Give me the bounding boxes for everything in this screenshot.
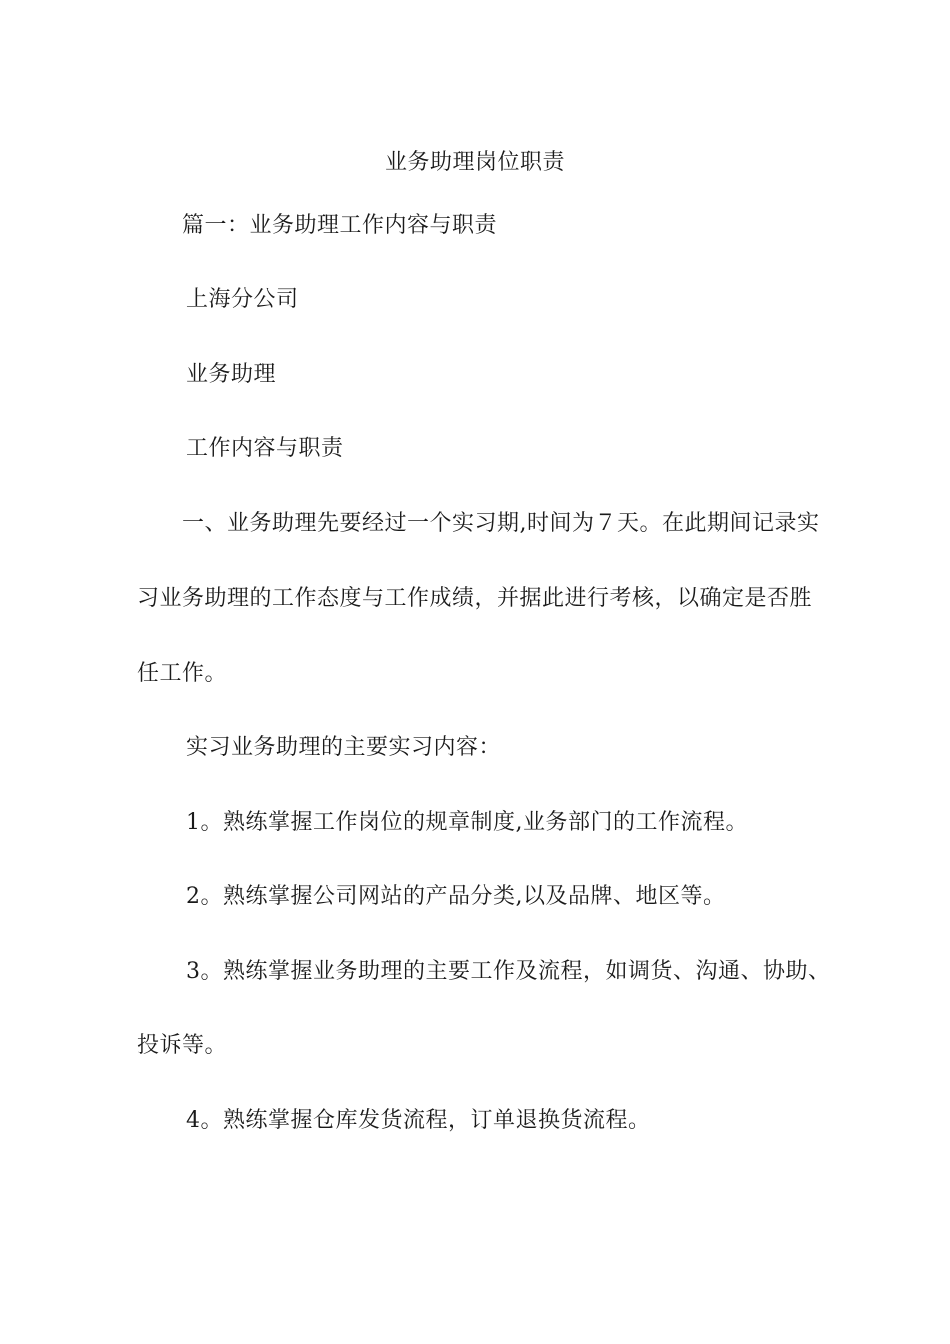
document-title: 业务助理岗位职责 [384, 150, 565, 175]
subheading-line: 工作内容与职责 [186, 436, 344, 461]
list-item-4: 4。熟练掌握仓库发货流程，订单退换货流程。 [186, 1108, 651, 1133]
list-item-2: 2。熟练掌握公司网站的产品分类,以及品牌、地区等。 [186, 884, 726, 909]
list-item-3-line-2: 投诉等。 [137, 1033, 228, 1058]
section-heading: 篇一：业务助理工作内容与职责 [182, 213, 498, 238]
list-intro: 实习业务助理的主要实习内容： [186, 735, 502, 760]
paragraph-1-line-3: 任工作。 [137, 661, 228, 686]
position-line: 业务助理 [186, 362, 277, 387]
list-item-1: 1。熟练掌握工作岗位的规章制度,业务部门的工作流程。 [186, 810, 748, 835]
paragraph-1-line-1: 一、业务助理先要经过一个实习期,时间为７天。在此期间记录实 [182, 511, 820, 536]
paragraph-1-line-2: 习业务助理的工作态度与工作成绩，并据此进行考核，以确定是否胜 [137, 586, 813, 611]
company-line: 上海分公司 [186, 287, 299, 312]
list-item-3-line-1: 3。熟练掌握业务助理的主要工作及流程，如调货、沟通、协助、 [186, 959, 831, 984]
